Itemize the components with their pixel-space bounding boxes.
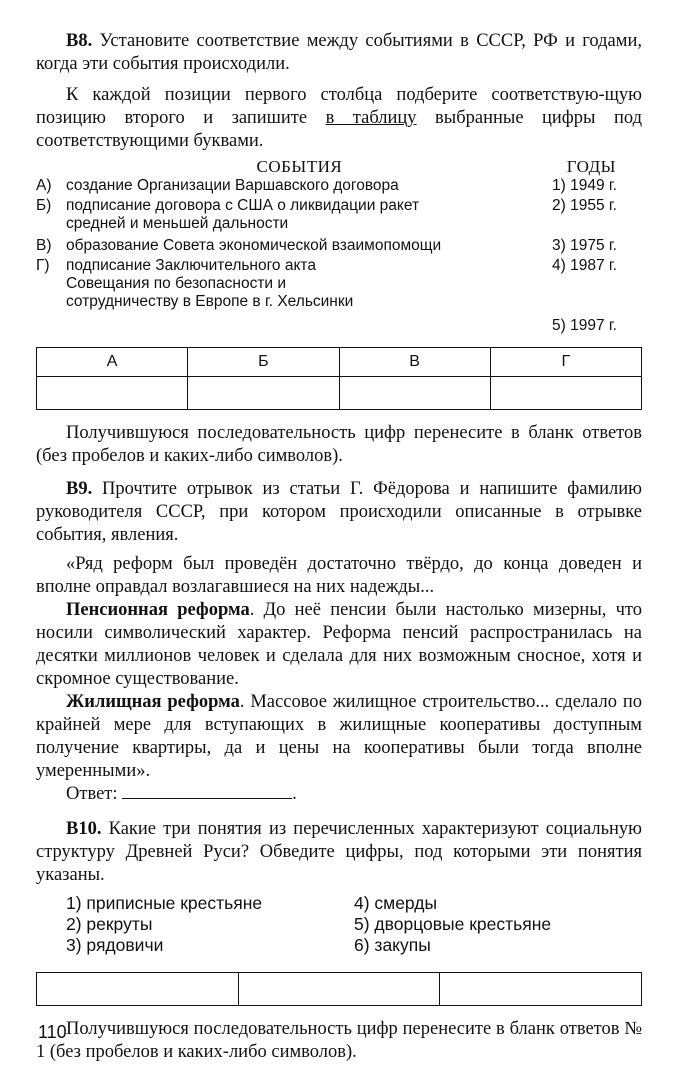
page-content <box>36 30 642 1064</box>
b10-text: Какие три понятия из перечисленных характеризуют социальную структуру Древней Руси? Обведите цифры, под которыми эти понятия указаны. <box>36 819 642 885</box>
b10-answer-cell-2[interactable] <box>238 973 440 1006</box>
b10-transfer-note: Получившуюся последовательность цифр перенесите в бланк ответов № 1 (без пробелов и каких-либо символов). <box>36 1019 642 1062</box>
option-item[interactable]: 1) приписные крестьяне <box>66 893 263 913</box>
answer-cell-v[interactable] <box>339 377 490 410</box>
event-text: подписание Заключительного акта Совещания по безопасности и сотрудничеству в Европе в г. Хельсинки <box>66 257 354 310</box>
options-right-column <box>354 893 642 956</box>
year-item: 4) 1987 г. <box>552 257 617 274</box>
event-row <box>36 317 642 335</box>
b8-instruction <box>36 84 642 153</box>
year-item: 2) 1955 г. <box>552 197 617 214</box>
b8-answer-table <box>36 347 642 410</box>
page-number: 110 <box>38 1022 67 1042</box>
option-item[interactable]: 2) рекруты <box>66 914 153 934</box>
answer-cell-b[interactable] <box>188 377 339 410</box>
b8-transfer-note: Получившуюся последовательность цифр перенесите в бланк ответов (без пробелов и каких-либо символов). <box>36 423 642 466</box>
b10-answer-cell-3[interactable] <box>440 973 642 1006</box>
option-item[interactable]: 5) дворцовые крестьяне <box>354 914 552 934</box>
b10-answer-cell-1[interactable] <box>37 973 239 1006</box>
b8-columns-header <box>36 157 642 177</box>
b8-text: Установите соответствие между событиями в СССР, РФ и годами, когда эти события происходили. <box>36 31 642 74</box>
b10-answer-row <box>37 973 642 1006</box>
event-row <box>36 197 642 233</box>
answer-label: Ответ: <box>66 784 118 804</box>
b9-answer: Ответ: . <box>66 784 297 804</box>
b8-question <box>36 30 642 76</box>
event-row <box>36 177 642 195</box>
b9-quote-intro: «Ряд реформ был проведён достаточно твёрдо, до конца доведен и вполне оправдал возлагавшиеся на них надежды... <box>36 554 642 597</box>
b9-text: Прочтите отрывок из статьи Г. Фёдорова и напишите фамилию руководителя СССР, при котором происходили описанные в отрывке события, явления. <box>36 479 643 545</box>
event-letter: Б) <box>36 197 52 214</box>
answer-table-header-row <box>37 348 642 377</box>
event-letter: В) <box>36 237 52 254</box>
answer-header-g: Г <box>490 348 641 377</box>
event-letter-empty <box>36 317 66 335</box>
event-text: образование Совета экономической взаимопомощи <box>66 237 442 254</box>
housing-title: Жилищная реформа <box>66 692 240 712</box>
event-letter: А) <box>36 177 52 194</box>
b9-quote-pension <box>36 599 642 691</box>
event-text: создание Организации Варшавского договора <box>66 177 399 194</box>
b8-table-link[interactable]: в таблицу <box>325 108 417 128</box>
option-item[interactable]: 4) смерды <box>354 893 438 913</box>
event-row <box>36 257 642 311</box>
events-header: СОБЫТИЯ <box>256 157 343 176</box>
b8-label: В8. <box>66 31 93 51</box>
b8-instruction-part1: К каждой позиции первого столбца подберите соответствую-щую позицию второго и запишите <box>36 85 642 128</box>
year-item: 1) 1949 г. <box>552 177 617 194</box>
pension-title: Пенсионная реформа <box>66 600 250 620</box>
answer-line-input[interactable] <box>122 784 292 799</box>
answer-cell-g[interactable] <box>490 377 641 410</box>
b9-quote-housing <box>36 691 642 783</box>
b8-instruction-part2: выбранные цифры под соответствующими буквами. <box>36 108 642 151</box>
b10-question <box>36 818 642 887</box>
years-header: ГОДЫ <box>566 157 616 176</box>
pension-text: . До неё пенсии были настолько мизерны, что носили символический характер. Реформа пенсий распространилась на десятки миллионов человек и сделала для них возможным сносное, хотя и скромное существование. <box>36 600 642 689</box>
event-row <box>36 237 642 255</box>
answer-cell-a[interactable] <box>37 377 188 410</box>
answer-table-input-row <box>37 377 642 410</box>
year-item: 5) 1997 г. <box>552 317 617 334</box>
options-left-column <box>66 893 354 956</box>
option-item[interactable]: 6) закупы <box>354 935 431 955</box>
b8-events-list <box>36 177 642 335</box>
answer-header-a: А <box>37 348 188 377</box>
b9-question <box>36 478 642 547</box>
event-text: подписание договора с США о ликвидации ракет средней и меньшей дальности <box>66 197 420 232</box>
b10-answer-table <box>36 972 642 1006</box>
b10-label: В10. <box>66 819 102 839</box>
year-item: 3) 1975 г. <box>552 237 617 254</box>
answer-header-b: Б <box>188 348 339 377</box>
b10-options <box>36 893 642 956</box>
option-item[interactable]: 3) рядовичи <box>66 935 164 955</box>
event-letter: Г) <box>36 257 50 274</box>
answer-header-v: В <box>339 348 490 377</box>
event-text-empty <box>66 317 544 335</box>
housing-text: . Массовое жилищное строительство... сделало по крайней мере для вступающих в жилищные кооперативы доступным получение квартиры, да и цены на кооперативы были тогда вполне умеренными». <box>36 692 642 781</box>
b9-label: В9. <box>66 479 93 499</box>
